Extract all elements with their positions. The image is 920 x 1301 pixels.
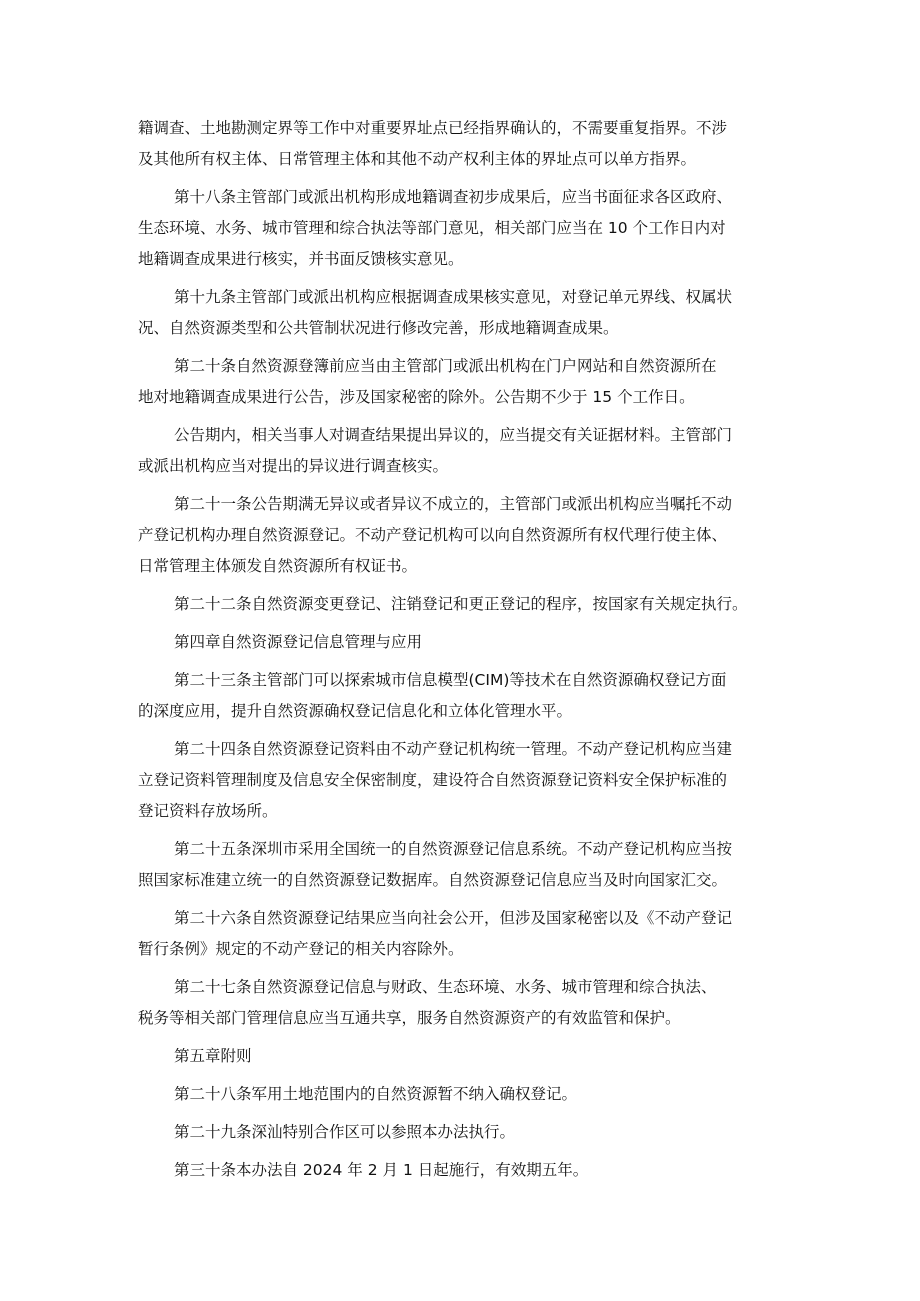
article-28 — [138, 1079, 788, 1110]
text-line: 登记资料存放场所。 — [138, 802, 278, 820]
text-line: 的深度应用，提升自然资源确权登记信息化和立体化管理水平。 — [138, 702, 573, 720]
text-line: 或派出机构应当对提出的异议进行调查核实。 — [138, 457, 449, 475]
article-27 — [138, 972, 788, 1034]
text-line: 第二十一条公告期满无异议或者异议不成立的，主管部门或派出机构应当嘱托不动 — [174, 495, 733, 513]
text-line: 第三十条本办法自 2024 年 2 月 1 日起施行，有效期五年。 — [174, 1161, 589, 1179]
text-line: 第五章附则 — [174, 1047, 252, 1065]
paragraph-continuation — [138, 113, 788, 175]
text-line: 地对地籍调查成果进行公告，涉及国家秘密的除外。公告期不少于 15 个工作日。 — [138, 388, 695, 406]
article-20 — [138, 351, 788, 413]
text-line: 第二十三条主管部门可以探索城市信息模型(CIM)等技术在自然资源确权登记方面 — [174, 671, 727, 689]
text-line: 第二十六条自然资源登记结果应当向社会公开，但涉及国家秘密以及《不动产登记 — [174, 909, 733, 927]
text-line: 照国家标准建立统一的自然资源登记数据库。自然资源登记信息应当及时向国家汇交。 — [138, 871, 728, 889]
article-18 — [138, 182, 788, 275]
text-line: 第二十二条自然资源变更登记、注销登记和更正登记的程序，按国家有关规定执行。 — [174, 595, 748, 613]
article-21 — [138, 489, 788, 582]
chapter-4-heading — [138, 627, 788, 658]
article-23 — [138, 665, 788, 727]
article-30 — [138, 1155, 788, 1186]
article-29 — [138, 1117, 788, 1148]
text-line: 第十八条主管部门或派出机构形成地籍调查初步成果后，应当书面征求各区政府、 — [174, 188, 733, 206]
text-line: 况、自然资源类型和公共管制状况进行修改完善，形成地籍调查成果。 — [138, 319, 619, 337]
chapter-5-heading — [138, 1041, 788, 1072]
article-26 — [138, 903, 788, 965]
article-19 — [138, 282, 788, 344]
document-body — [138, 113, 788, 1193]
text-line: 地籍调查成果进行核实，并书面反馈核实意见。 — [138, 250, 464, 268]
text-line: 税务等相关部门管理信息应当互通共享，服务自然资源资产的有效监管和保护。 — [138, 1009, 681, 1027]
text-line: 产登记机构办理自然资源登记。不动产登记机构可以向自然资源所有权代理行使主体、 — [138, 526, 728, 544]
text-line: 第十九条主管部门或派出机构应根据调查成果核实意见，对登记单元界线、权属状 — [174, 288, 733, 306]
text-line: 日常管理主体颁发自然资源所有权证书。 — [138, 557, 418, 575]
text-line: 及其他所有权主体、日常管理主体和其他不动产权利主体的界址点可以单方指界。 — [138, 150, 697, 168]
text-line: 公告期内，相关当事人对调查结果提出异议的，应当提交有关证据材料。主管部门 — [174, 426, 733, 444]
article-25 — [138, 834, 788, 896]
text-line: 第二十九条深汕特别合作区可以参照本办法执行。 — [174, 1123, 516, 1141]
text-line: 第二十七条自然资源登记信息与财政、生态环境、水务、城市管理和综合执法、 — [174, 978, 717, 996]
text-line: 籍调查、土地勘测定界等工作中对重要界址点已经指界确认的，不需要重复指界。不涉 — [138, 119, 728, 137]
text-line: 生态环境、水务、城市管理和综合执法等部门意见，相关部门应当在 10 个工作日内对 — [138, 219, 726, 237]
text-line: 第二十条自然资源登簿前应当由主管部门或派出机构在门户网站和自然资源所在 — [174, 357, 717, 375]
text-line: 立登记资料管理制度及信息安全保密制度，建设符合自然资源登记资料安全保护标准的 — [138, 771, 728, 789]
article-24 — [138, 734, 788, 827]
text-line: 第二十四条自然资源登记资料由不动产登记机构统一管理。不动产登记机构应当建 — [174, 740, 733, 758]
text-line: 暂行条例》规定的不动产登记的相关内容除外。 — [138, 940, 464, 958]
article-20-objection — [138, 420, 788, 482]
text-line: 第二十五条深圳市采用全国统一的自然资源登记信息系统。不动产登记机构应当按 — [174, 840, 733, 858]
article-22 — [138, 589, 788, 620]
text-line: 第二十八条军用土地范围内的自然资源暂不纳入确权登记。 — [174, 1085, 578, 1103]
text-line: 第四章自然资源登记信息管理与应用 — [174, 633, 423, 651]
